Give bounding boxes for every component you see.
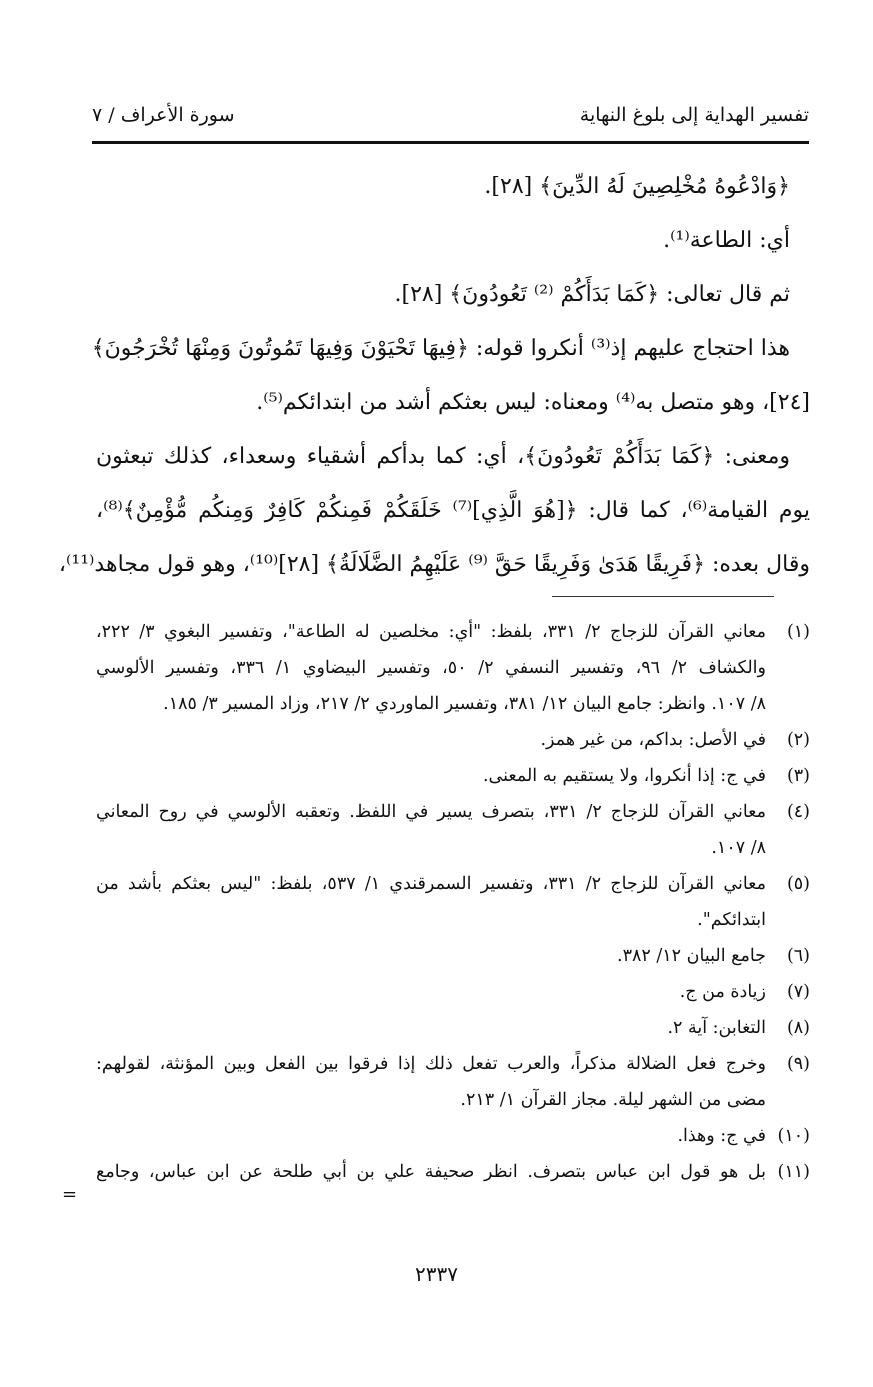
book-title: تفسير الهداية إلى بلوغ النهاية	[579, 104, 809, 126]
text-line: ثم قال تعالى: ﴿كَمَا بَدَأَكُمْ ⁽²⁾ تَعُودُونَ﴾ [٢٨].	[394, 282, 790, 307]
footnote-line: في ج: إذا أنكروا، ولا يستقيم به المعنى.	[482, 766, 766, 786]
footnote-line: ابتدائكم".	[697, 910, 766, 930]
text-line: أي: الطاعة⁽¹⁾.	[663, 228, 790, 253]
footnote-number: (٤)	[786, 802, 810, 822]
footnote-line: معاني القرآن للزجاج ٢/ ٣٣١، بتصرف يسير في اللفظ. وتعقبه الألوسي في روح المعاني	[96, 802, 766, 822]
footnote	[96, 974, 810, 1010]
surah-title: سورة الأعراف / ٧	[92, 104, 235, 126]
footnote-line: ٨/ ١٠٧.	[711, 838, 766, 858]
footnote	[96, 758, 810, 794]
footnote-number: (١)	[786, 622, 810, 642]
footnote-line: ٨/ ١٠٧. وانظر: جامع البيان ١٢/ ٣٨١، وتفسير الماوردي ٢/ ٢١٧، وزاد المسير ٣/ ١٨٥.	[163, 694, 766, 714]
footnote	[96, 1118, 810, 1154]
footnote-line: والكشاف ٢/ ٩٦، وتفسير النسفي ٢/ ٥٠، وتفسير البيضاوي ١/ ٣٣٦، وتفسير الألوسي	[96, 658, 766, 678]
footnote-separator	[552, 596, 774, 597]
footnote-line: معاني القرآن للزجاج ٢/ ٣٣١، بلفظ: "أي: مخلصين له الطاعة"، وتفسير البغوي ٣/ ٢٢٢،	[96, 622, 766, 642]
footnote-number: (٩)	[786, 1054, 810, 1074]
footnote-number: (٨)	[786, 1018, 810, 1038]
footnote-number: (٢)	[786, 730, 810, 750]
footnote-line: في الأصل: بداكم، من غير همز.	[540, 730, 766, 750]
footnote	[96, 1046, 810, 1118]
footnote-line: مضى من الشهر ليلة. مجاز القرآن ١/ ٢١٣.	[460, 1090, 766, 1110]
footnote-line: التغابن: آية ٢.	[667, 1018, 766, 1038]
text-line: ومعنى: ﴿كَمَا بَدَأَكُمْ تَعُودُونَ﴾، أي: كما بدأكم أشقياء وسعداء، كذلك تبعثون	[96, 444, 790, 469]
footnote	[96, 866, 810, 938]
footnote-line: جامع البيان ١٢/ ٣٨٢.	[617, 946, 766, 966]
footnote-number: (٧)	[786, 982, 810, 1002]
footnote-line: في ج: وهذا.	[677, 1126, 766, 1146]
text-line: ﴿وَادْعُوهُ مُخْلِصِينَ لَهُ الدِّينَ﴾ [٢٨].	[484, 174, 790, 199]
text-line: [٢٤]، وهو متصل به⁽⁴⁾ ومعناه: ليس بعثكم أشد من ابتدائكم⁽⁵⁾.	[256, 390, 810, 415]
footnote-number: (١١)	[777, 1162, 810, 1182]
continuation-mark: =	[62, 1184, 78, 1205]
text-line: هذا احتجاج عليهم إذ⁽³⁾ أنكروا قوله: ﴿فِيهَا تَحْيَوْنَ وَفِيهَا تَمُوتُونَ وَمِنْهَا تُخْرَجُونَ﴾	[91, 336, 790, 361]
main-text	[58, 160, 811, 592]
header-rule	[92, 141, 809, 144]
footnote	[96, 794, 810, 866]
running-header	[92, 104, 809, 140]
footnotes	[96, 614, 810, 1190]
footnote-line: زيادة من ج.	[679, 982, 766, 1002]
footnote	[96, 938, 810, 974]
footnote-line: معاني القرآن للزجاج ٢/ ٣٣١، وتفسير السمرقندي ١/ ٥٣٧، بلفظ: "ليس بعثكم بأشد من	[96, 874, 766, 894]
footnote	[96, 614, 810, 722]
footnote	[96, 1010, 810, 1046]
page-number: ٢٣٣٧	[415, 1262, 458, 1286]
footnote	[96, 1154, 810, 1190]
footnote	[96, 722, 810, 758]
footnote-line: وخرج فعل الضلالة مذكراً، والعرب تفعل ذلك إذا فرقوا بين الفعل وبين المؤنثة، لقولهم:	[96, 1054, 766, 1074]
footnote-number: (١٠)	[777, 1126, 810, 1146]
footnote-number: (٥)	[786, 874, 810, 894]
footnote-number: (٦)	[786, 946, 810, 966]
text-line: وقال بعده: ﴿فَرِيقًا هَدَىٰ وَفَرِيقًا حَقَّ ⁽⁹⁾ عَلَيْهِمُ الضَّلَالَةُ﴾ [٢٨]⁽¹⁰⁾، وهو قول مجاهد⁽¹¹⁾،	[58, 552, 810, 577]
footnote-number: (٣)	[786, 766, 810, 786]
text-line: يوم القيامة⁽⁶⁾، كما قال: ﴿[هُوَ الَّذِي]⁽⁷⁾ خَلَقَكُمْ فَمِنكُمْ كَافِرٌ وَمِنكُم مُّؤْمِنٌ﴾⁽⁸⁾،	[96, 498, 811, 523]
footnote-line: بل هو قول ابن عباس بتصرف. انظر صحيفة علي بن أبي طلحة عن ابن عباس، وجامع	[96, 1162, 766, 1182]
